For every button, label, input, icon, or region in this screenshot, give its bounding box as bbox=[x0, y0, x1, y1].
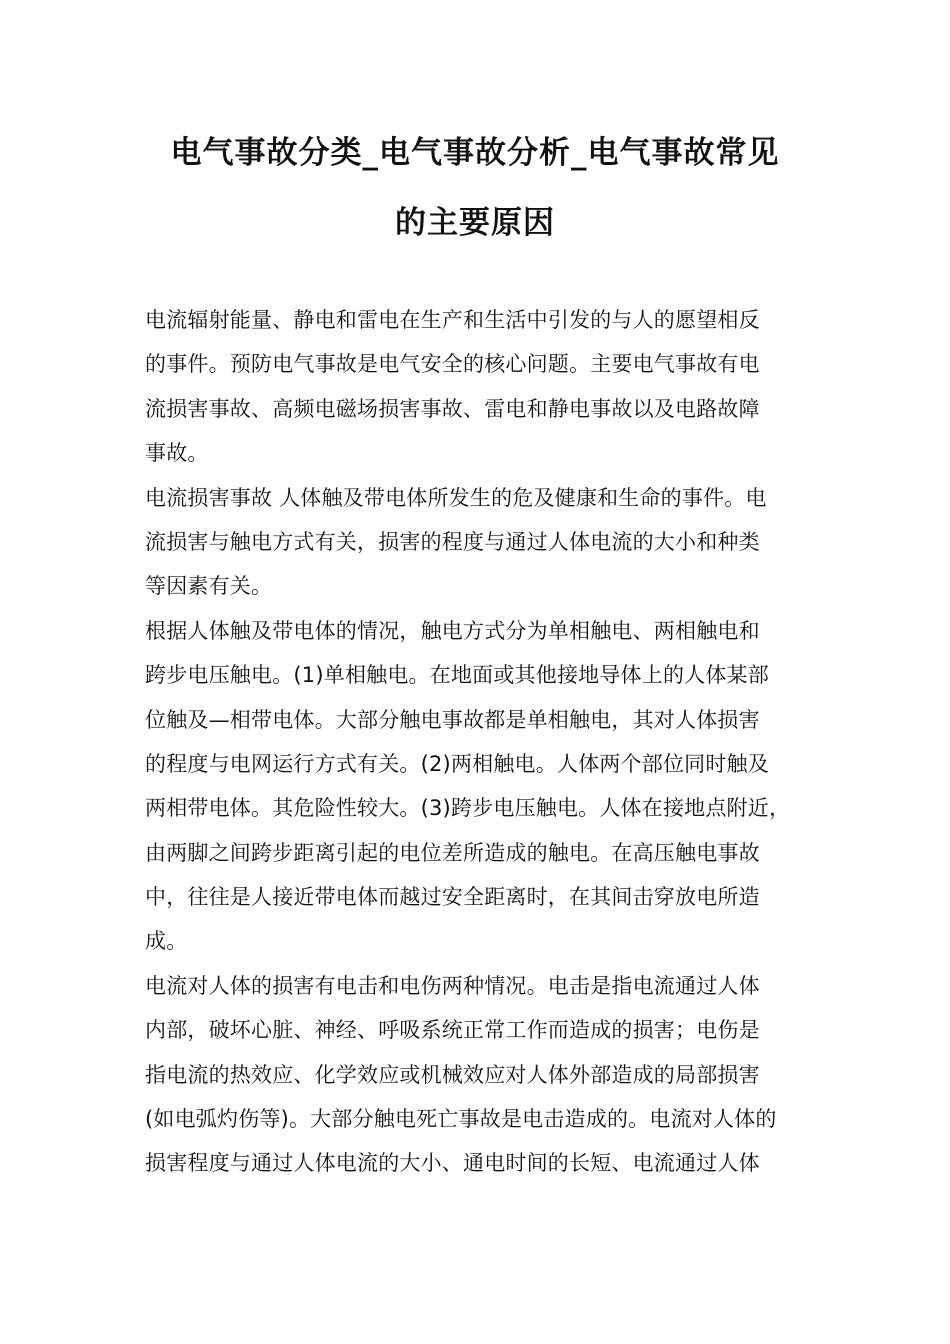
body-line: 的事件。预防电气事故是电气安全的核心问题。主要电气事故有电 bbox=[145, 352, 760, 377]
body-line: 事故。 bbox=[145, 441, 209, 466]
body-line: 流损害与触电方式有关，损害的程度与通过人体电流的大小和种类 bbox=[145, 529, 760, 554]
body-line: 电流损害事故 人体触及带电体所发生的危及健康和生命的事件。电 bbox=[145, 485, 767, 510]
body-line: 电流辐射能量、静电和雷电在生产和生活中引发的与人的愿望相反 bbox=[145, 308, 760, 332]
body-line: 跨步电压触电。(1)单相触电。在地面或其他接地导体上的人体某部 bbox=[145, 663, 769, 688]
body-line: 中，往往是人接近带电体而越过安全距离时，在其间击穿放电所造 bbox=[145, 885, 760, 910]
body-line: 由两脚之间跨步距离引起的电位差所造成的触电。在高压触电事故 bbox=[145, 840, 760, 865]
body-line: (如电弧灼伤等)。大部分触电死亡事故是电击造成的。电流对人体的 bbox=[145, 1107, 777, 1132]
body-line: 成。 bbox=[145, 929, 188, 954]
body-line: 指电流的热效应、化学效应或机械效应对人体外部造成的局部损害 bbox=[145, 1062, 760, 1087]
title-line-1: 电气事故分类_电气事故分析_电气事故常见 bbox=[170, 135, 780, 171]
page-title bbox=[110, 118, 840, 258]
body-line: 位触及—相带电体。大部分触电事故都是单相触电，其对人体损害 bbox=[145, 707, 760, 732]
title-line-2: 的主要原因 bbox=[395, 205, 555, 241]
body-line: 的程度与电网运行方式有关。(2)两相触电。人体两个部位同时触及 bbox=[145, 751, 769, 776]
body-line: 两相带电体。其危险性较大。(3)跨步电压触电。人体在接地点附近， bbox=[145, 796, 791, 821]
body-line: 等因素有关。 bbox=[145, 574, 273, 599]
body-line: 流损害事故、高频电磁场损害事故、雷电和静电事故以及电路故障 bbox=[145, 396, 760, 421]
body-line: 电流对人体的损害有电击和电伤两种情况。电击是指电流通过人体 bbox=[145, 973, 760, 998]
body-text bbox=[145, 298, 813, 1186]
body-line: 内部，破坏心脏、神经、呼吸系统正常工作而造成的损害；电伤是 bbox=[145, 1018, 760, 1043]
body-line: 损害程度与通过人体电流的大小、通电时间的长短、电流通过人体 bbox=[145, 1151, 760, 1176]
body-line: 根据人体触及带电体的情况，触电方式分为单相触电、两相触电和 bbox=[145, 618, 760, 643]
